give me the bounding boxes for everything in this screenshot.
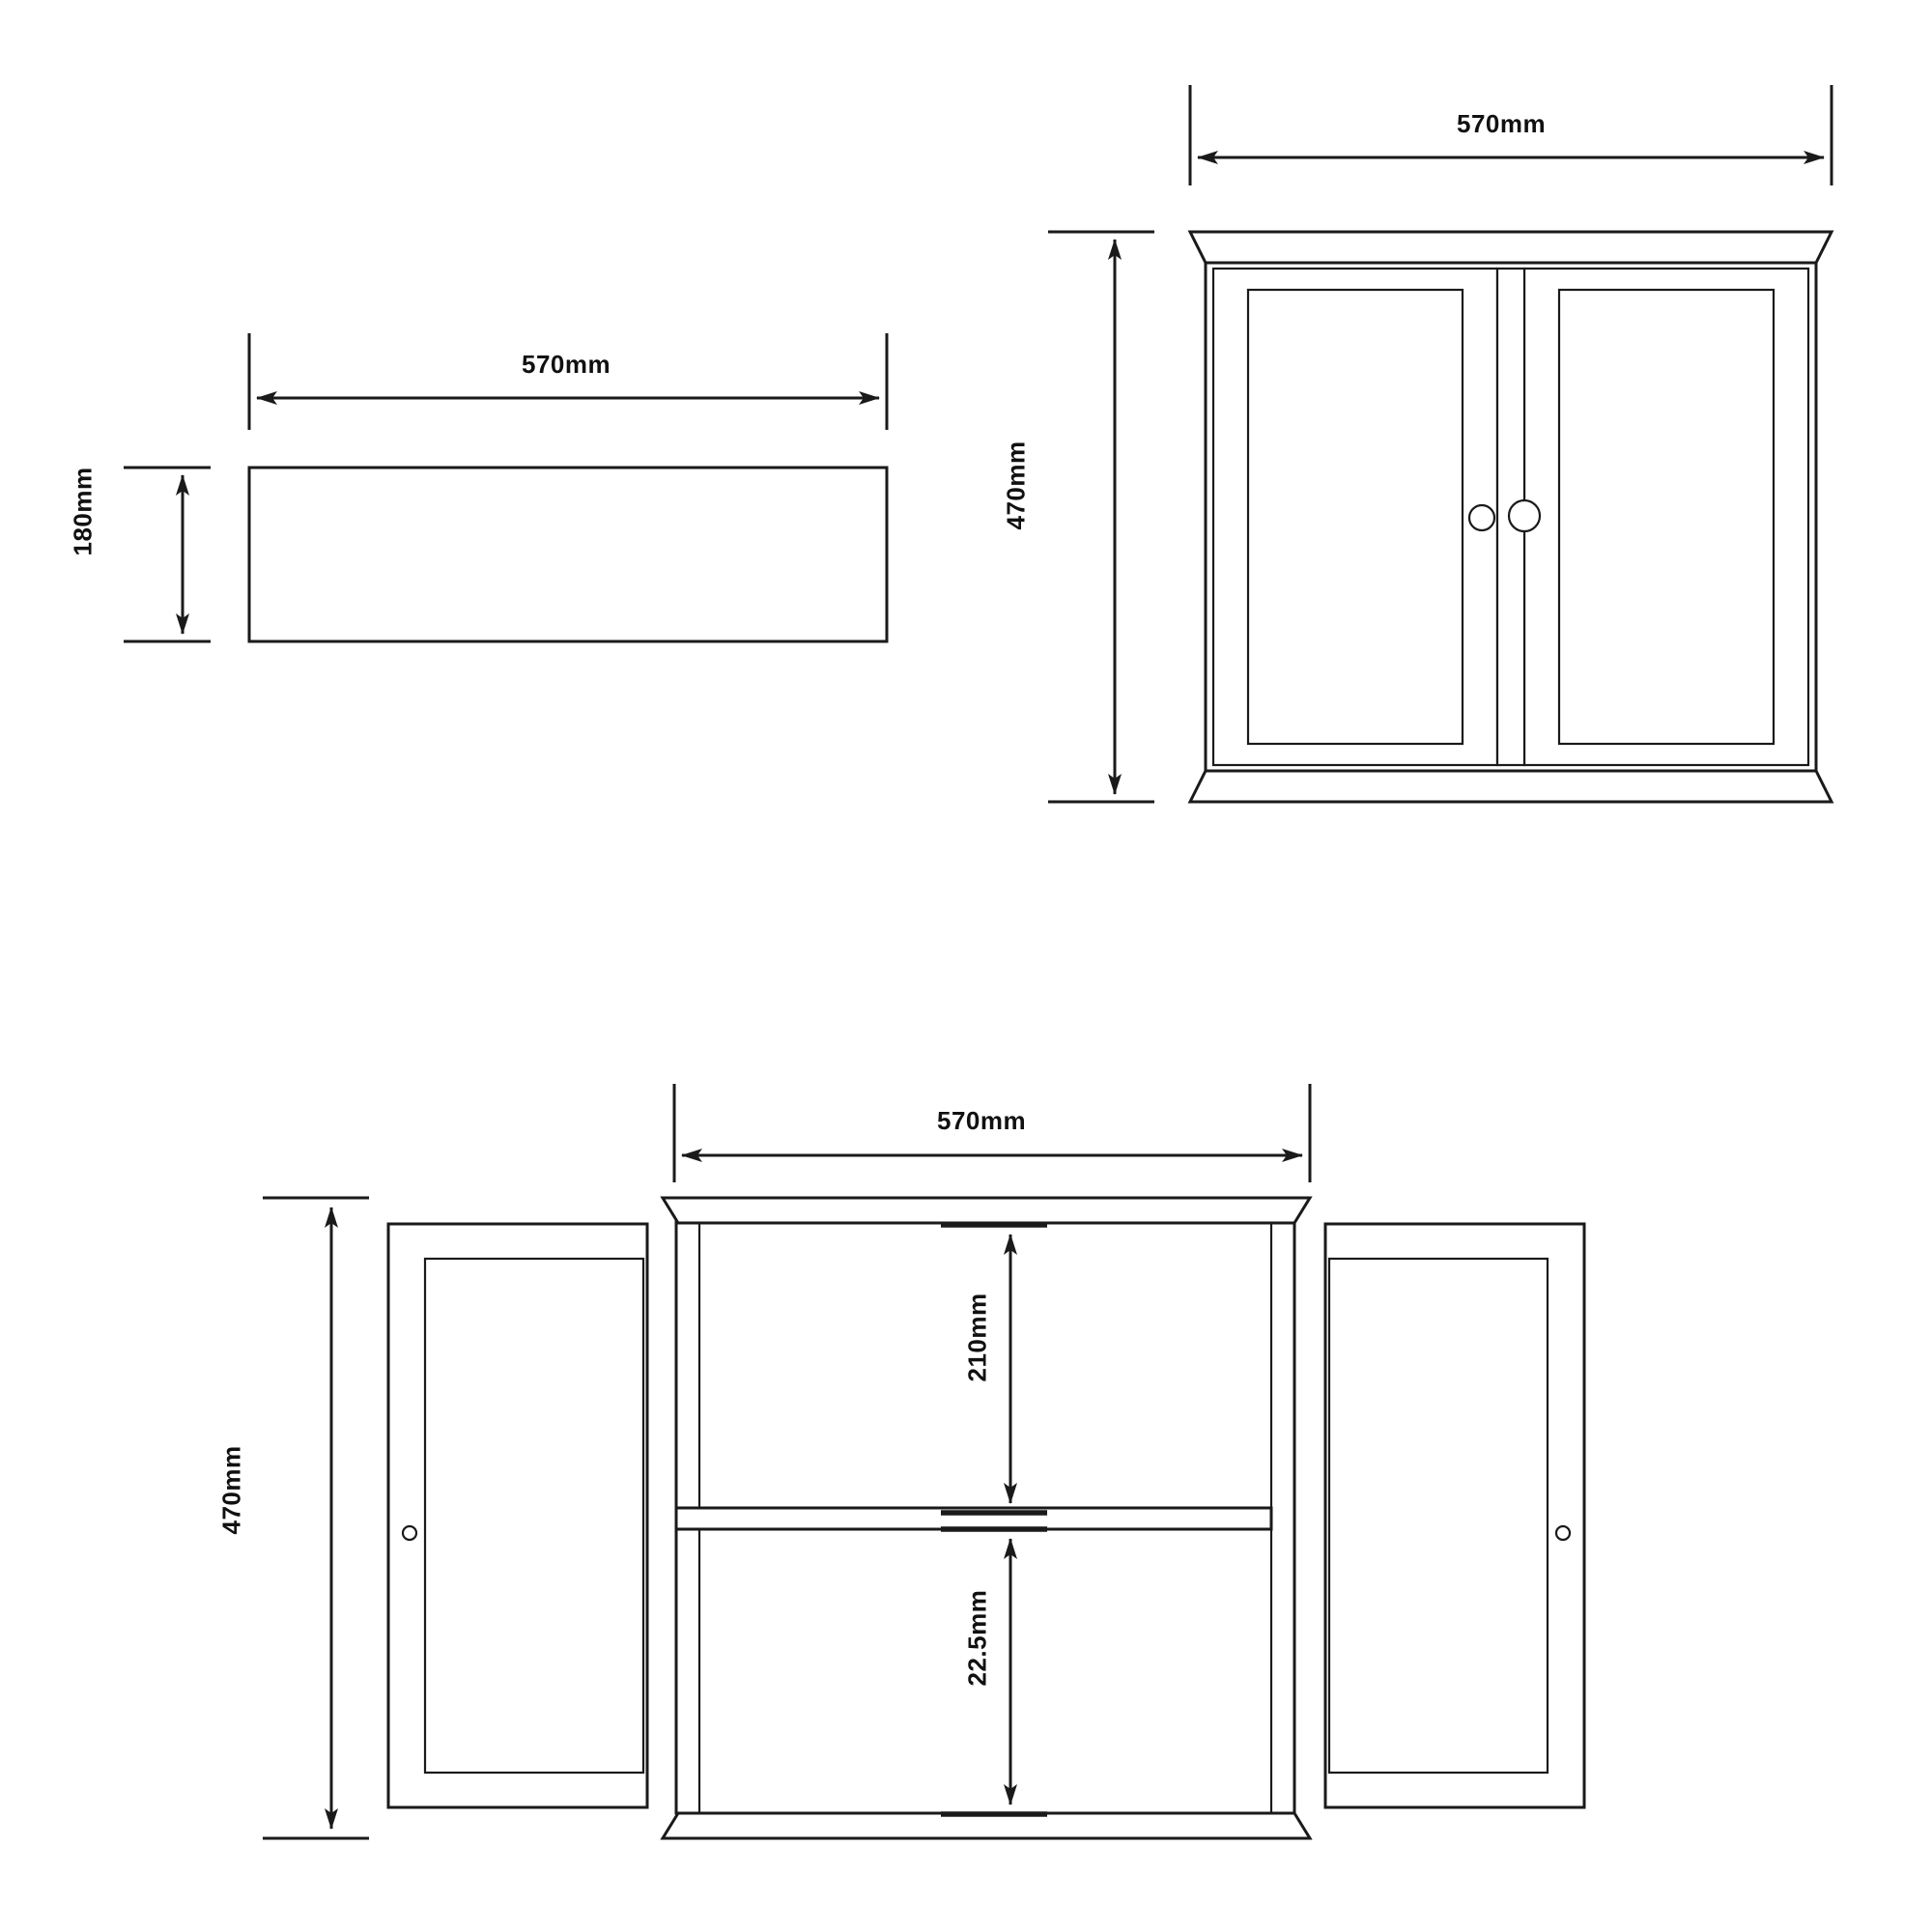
top-view-panel-outline xyxy=(249,468,887,641)
front-view-top-cornice xyxy=(1190,232,1832,263)
top-view-group xyxy=(124,333,887,641)
open-view-group xyxy=(263,1084,1584,1838)
hinge-hole-right-icon xyxy=(1556,1526,1570,1540)
front-view-width-label: 570mm xyxy=(1457,109,1547,138)
top-view-width-label: 570mm xyxy=(522,350,611,379)
door-knob-left-icon xyxy=(1469,505,1494,530)
open-view-right-door-panel xyxy=(1329,1259,1548,1773)
open-view-left-door-panel xyxy=(425,1259,643,1773)
front-view-right-door-panel xyxy=(1559,290,1774,744)
front-view-group xyxy=(1048,85,1832,802)
front-view-left-door-panel xyxy=(1248,290,1463,744)
open-view-top-cornice xyxy=(663,1198,1310,1223)
open-view-bottom-cornice xyxy=(663,1813,1310,1838)
hinge-hole-left-icon xyxy=(403,1526,416,1540)
door-knob-right-icon xyxy=(1509,500,1540,531)
open-view-width-label: 570mm xyxy=(937,1106,1027,1135)
drawing-sheet: 570mm 180mm 570mm 470mm 570mm 470mm xyxy=(0,0,1932,1932)
front-view-bottom-cornice xyxy=(1190,771,1832,802)
